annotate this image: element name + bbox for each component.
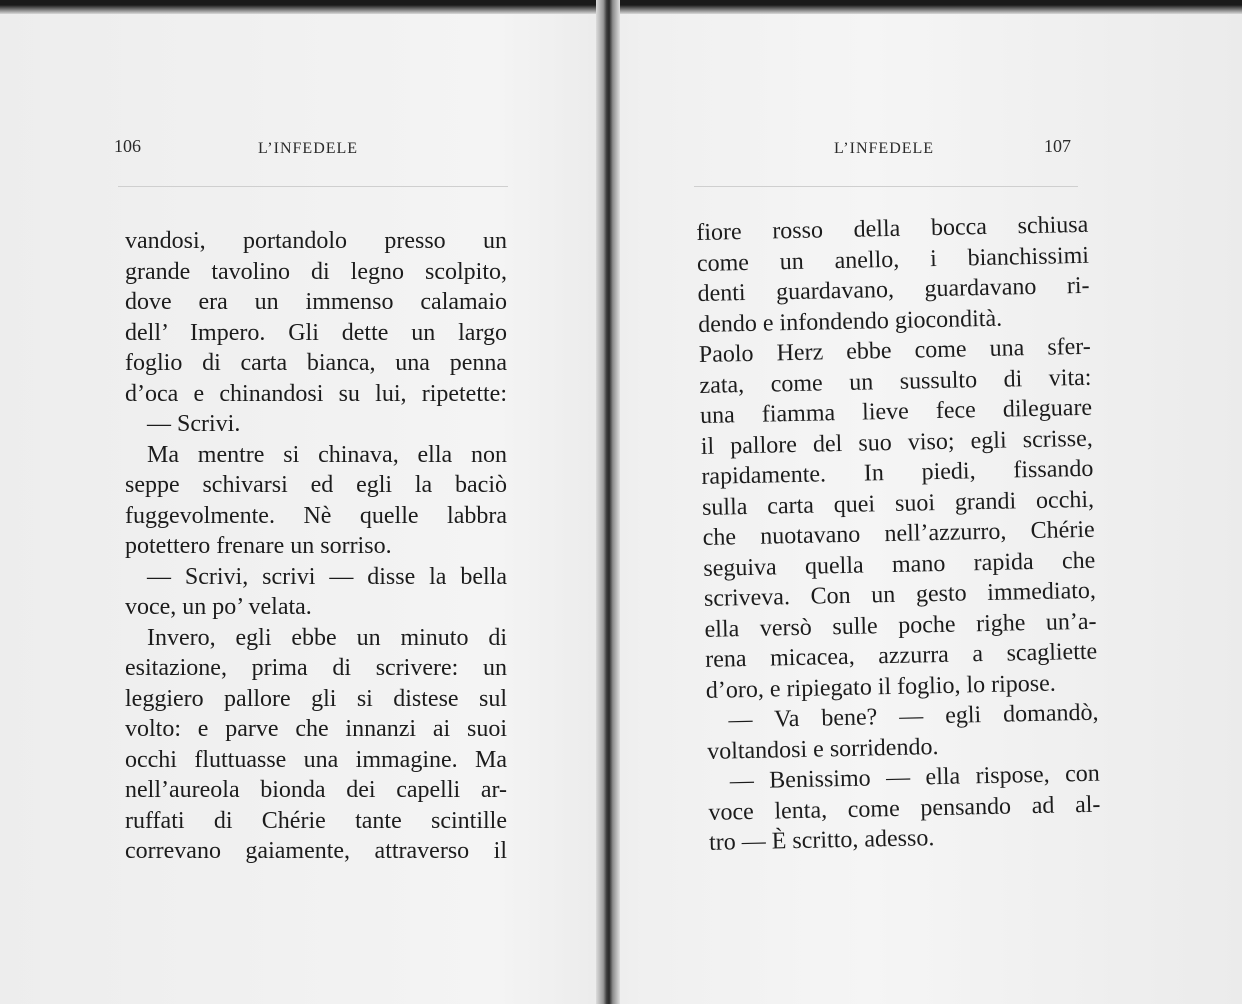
text-line: grande tavolino di legno scolpito, bbox=[125, 258, 507, 285]
text-line: voce, un po’ velata. bbox=[125, 594, 312, 620]
text-line: d’oro, e ripiegato il foglio, lo ripose. bbox=[705, 670, 1057, 704]
text-line: — Scrivi. bbox=[147, 411, 241, 437]
right-page bbox=[620, 0, 1242, 1004]
text-line: dendo e infondendo giocondità. bbox=[697, 305, 1003, 338]
text-line: fiore rosso della bocca schiusa bbox=[696, 211, 1089, 246]
text-line: dove era un immenso calamaio bbox=[125, 289, 507, 315]
running-head-right: L’INFEDELE bbox=[834, 140, 935, 157]
text-line: zata, come un sussulto di vita: bbox=[699, 364, 1092, 399]
text-line: vandosi, portandolo presso un bbox=[125, 228, 507, 254]
text-line: dell’ Impero. Gli dette un largo bbox=[125, 319, 507, 346]
left-body-text bbox=[125, 226, 507, 867]
text-line: come un anello, i bianchissimi bbox=[696, 242, 1090, 277]
text-line: nell’aureola bionda dei capelli ar- bbox=[125, 777, 507, 803]
text-line: leggiero pallore gli si distese sul bbox=[125, 685, 507, 712]
text-line: volto: e parve che innanzi ai suoi bbox=[125, 716, 507, 742]
header-rule-left bbox=[118, 186, 508, 187]
text-line: d’oca e chinandosi su lui, ripetette: bbox=[125, 380, 507, 407]
page-number-left: 106 bbox=[114, 136, 141, 156]
text-line: Ma mentre si chinava, ella non bbox=[147, 441, 507, 468]
text-line: ella versò sulle poche righe un’a- bbox=[704, 608, 1097, 643]
text-line: foglio di carta bianca, una penna bbox=[125, 350, 507, 376]
text-line: sulla carta quei suoi grandi occhi, bbox=[701, 486, 1095, 521]
text-line: ruffati di Chérie tante scintille bbox=[125, 807, 507, 834]
text-line: seguiva quella mano rapida che bbox=[703, 547, 1096, 582]
text-line: — Va bene? — egli domandò, bbox=[728, 699, 1099, 734]
text-line: rena micacea, azzurra a scagliette bbox=[704, 638, 1098, 673]
text-line: rapidamente. In piedi, fissando bbox=[701, 455, 1094, 490]
page-number-right: 107 bbox=[1044, 136, 1071, 156]
text-line: denti guardavano, guardavano ri- bbox=[697, 272, 1090, 307]
text-line: una fiamma lieve fece dileguare bbox=[699, 394, 1093, 429]
text-line: il pallore del suo viso; egli scrisse, bbox=[700, 425, 1093, 460]
text-line: che nuotavano nell’azzurro, Chérie bbox=[702, 516, 1095, 551]
text-line: occhi fluttuasse una immagine. Ma bbox=[125, 746, 507, 773]
right-body-text bbox=[696, 210, 1101, 859]
text-line: scriveva. Con un gesto immediato, bbox=[703, 577, 1097, 612]
text-line: voce lenta, come pensando ad al- bbox=[708, 791, 1101, 826]
left-page bbox=[0, 0, 596, 1004]
text-line: seppe schivarsi ed egli la baciò bbox=[125, 472, 507, 498]
text-line: Paolo Herz ebbe come una sfer- bbox=[698, 333, 1092, 368]
book-gutter bbox=[596, 0, 620, 1004]
text-line: tro — È scritto, adesso. bbox=[708, 825, 935, 856]
text-line: potettero frenare un sorriso. bbox=[125, 533, 392, 559]
header-rule-right bbox=[694, 186, 1078, 187]
text-line: esitazione, prima di scrivere: un bbox=[125, 655, 507, 681]
text-line: — Scrivi, scrivi — disse la bella bbox=[147, 563, 507, 590]
text-line: voltandosi e sorridendo. bbox=[706, 733, 939, 765]
text-line: correvano gaiamente, attraverso il bbox=[125, 838, 507, 864]
running-head-left: L’INFEDELE bbox=[258, 140, 359, 157]
text-line: fuggevolmente. Nè quelle labbra bbox=[125, 502, 507, 529]
text-line: Invero, egli ebbe un minuto di bbox=[147, 624, 507, 651]
text-line: — Benissimo — ella rispose, con bbox=[729, 760, 1100, 795]
